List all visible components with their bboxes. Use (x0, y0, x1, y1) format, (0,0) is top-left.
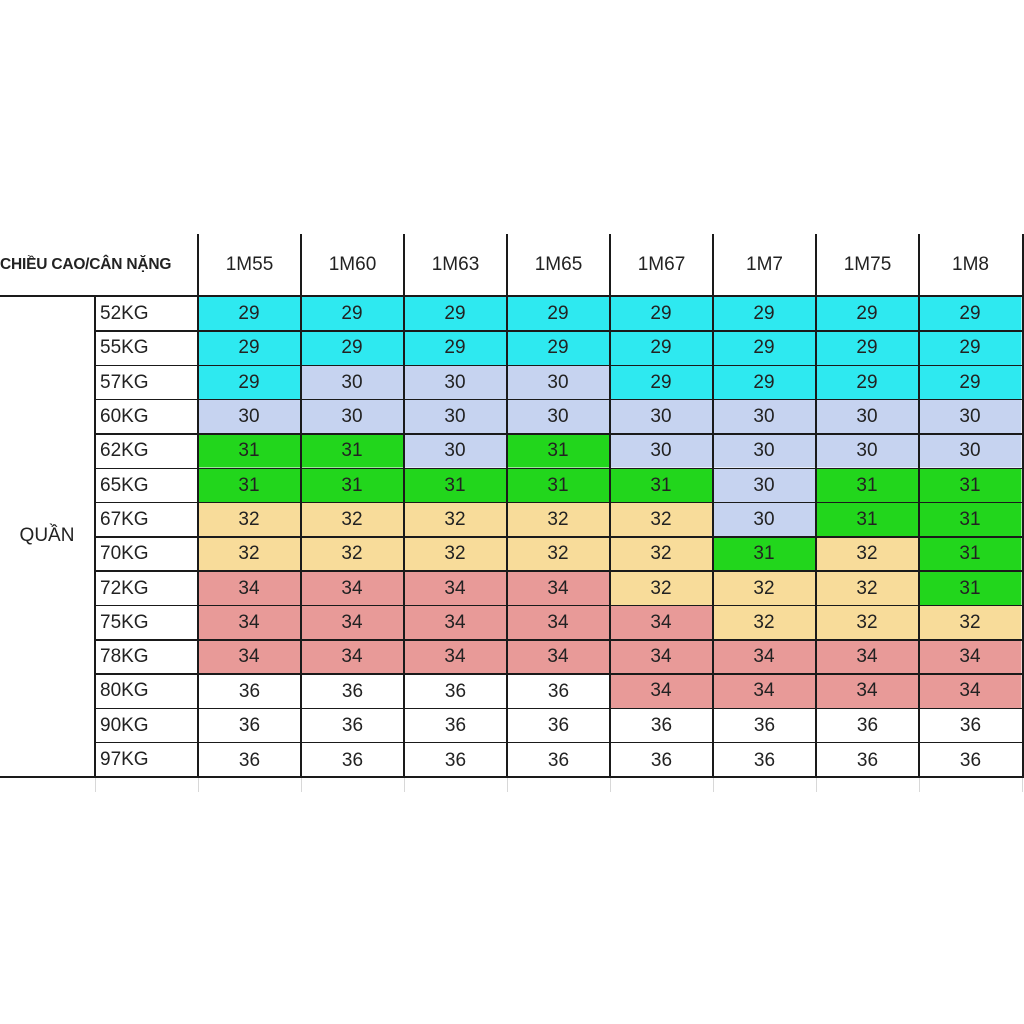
size-cell: 36 (816, 743, 919, 777)
gridline-stub (713, 778, 714, 792)
size-cell: 30 (713, 434, 816, 468)
grid-line (197, 234, 199, 777)
size-cell: 36 (816, 709, 919, 743)
size-cell: 29 (198, 331, 301, 365)
grid-line (95, 468, 1024, 470)
size-cell: 32 (919, 606, 1022, 640)
size-cell: 29 (919, 331, 1022, 365)
size-cell: 29 (301, 297, 404, 331)
size-cell: 36 (404, 709, 507, 743)
weight-label: 80KG (100, 680, 149, 702)
size-cell: 31 (198, 434, 301, 468)
weight-label: 90KG (100, 714, 149, 736)
grid-line (95, 502, 1024, 504)
size-cell: 36 (713, 709, 816, 743)
size-cell: 29 (198, 366, 301, 400)
grid-line (95, 330, 1024, 332)
grid-line (712, 234, 714, 777)
weight-label: 60KG (100, 406, 149, 428)
weight-label: 57KG (100, 371, 149, 393)
size-cell: 32 (301, 537, 404, 571)
size-cell: 36 (919, 743, 1022, 777)
size-cell: 31 (816, 503, 919, 537)
size-cell: 36 (198, 709, 301, 743)
size-cell: 30 (507, 366, 610, 400)
weight-label: 72KG (100, 577, 149, 599)
grid-line (0, 776, 1024, 778)
grid-line (95, 365, 1024, 367)
size-cell: 30 (404, 434, 507, 468)
size-cell: 30 (919, 400, 1022, 434)
size-cell: 36 (301, 709, 404, 743)
size-cell: 29 (507, 331, 610, 365)
height-header: 1M55 (225, 254, 274, 275)
size-cell: 32 (610, 503, 713, 537)
size-cell: 34 (404, 640, 507, 674)
size-cell: 31 (919, 469, 1022, 503)
height-header: 1M63 (431, 254, 480, 275)
size-cell: 34 (301, 640, 404, 674)
grid-line (95, 605, 1024, 607)
size-cell: 36 (404, 674, 507, 708)
size-cell: 29 (919, 366, 1022, 400)
corner-header: CHIỀU CAO/CÂN NẶNG (0, 256, 172, 273)
size-cell: 29 (404, 331, 507, 365)
weight-label: 75KG (100, 611, 149, 633)
size-cell: 32 (816, 537, 919, 571)
group-label: QUẦN (19, 525, 75, 546)
size-cell: 32 (507, 537, 610, 571)
gridline-stub (404, 778, 405, 792)
grid-line (0, 295, 1024, 297)
size-cell: 34 (198, 640, 301, 674)
size-cell: 36 (713, 743, 816, 777)
size-cell: 34 (507, 606, 610, 640)
size-cell: 34 (404, 606, 507, 640)
size-cell: 32 (816, 606, 919, 640)
size-cell: 36 (507, 709, 610, 743)
size-cell: 34 (713, 674, 816, 708)
size-cell: 30 (713, 469, 816, 503)
size-cell: 34 (301, 571, 404, 605)
size-cell: 30 (301, 366, 404, 400)
size-cell: 36 (919, 709, 1022, 743)
size-cell: 29 (713, 366, 816, 400)
gridline-stub (1022, 778, 1023, 792)
size-cell: 32 (404, 503, 507, 537)
size-cell: 29 (816, 366, 919, 400)
size-cell: 29 (816, 297, 919, 331)
size-cell: 29 (713, 297, 816, 331)
size-cell: 36 (610, 743, 713, 777)
size-cell: 32 (198, 537, 301, 571)
size-cell: 34 (507, 640, 610, 674)
size-cell: 36 (610, 709, 713, 743)
height-header: 1M67 (637, 254, 686, 275)
size-cell: 34 (507, 571, 610, 605)
size-cell: 32 (198, 503, 301, 537)
size-cell: 31 (816, 469, 919, 503)
grid-line (403, 234, 405, 777)
size-cell: 32 (713, 571, 816, 605)
grid-line (609, 234, 611, 777)
size-cell: 34 (919, 640, 1022, 674)
size-cell: 30 (816, 434, 919, 468)
grid-line (95, 536, 1024, 538)
grid-line (918, 234, 920, 777)
size-cell: 30 (610, 434, 713, 468)
size-cell: 34 (713, 640, 816, 674)
size-cell: 31 (404, 469, 507, 503)
height-header: 1M65 (534, 254, 583, 275)
size-cell: 31 (919, 503, 1022, 537)
size-cell: 34 (816, 640, 919, 674)
gridline-stub (610, 778, 611, 792)
weight-label: 62KG (100, 440, 149, 462)
size-cell: 29 (198, 297, 301, 331)
size-cell: 36 (404, 743, 507, 777)
height-header: 1M8 (952, 254, 989, 275)
grid-line (300, 234, 302, 777)
size-cell: 34 (816, 674, 919, 708)
size-cell: 36 (301, 674, 404, 708)
height-header: 1M75 (843, 254, 892, 275)
size-cell: 34 (919, 674, 1022, 708)
size-cell: 32 (404, 537, 507, 571)
size-cell: 30 (404, 400, 507, 434)
size-cell: 30 (713, 400, 816, 434)
size-cell: 36 (198, 674, 301, 708)
size-cell: 36 (198, 743, 301, 777)
size-cell: 29 (404, 297, 507, 331)
grid-line (95, 673, 1024, 675)
size-cell: 30 (610, 400, 713, 434)
size-cell: 32 (610, 571, 713, 605)
grid-line (95, 570, 1024, 572)
size-cell: 31 (507, 469, 610, 503)
size-cell: 34 (610, 606, 713, 640)
size-cell: 32 (610, 537, 713, 571)
size-cell: 34 (198, 606, 301, 640)
size-cell: 36 (301, 743, 404, 777)
grid-line (95, 708, 1024, 710)
weight-label: 65KG (100, 474, 149, 496)
size-cell: 31 (713, 537, 816, 571)
grid-line (95, 399, 1024, 401)
size-cell: 30 (713, 503, 816, 537)
size-cell: 31 (919, 571, 1022, 605)
size-cell: 31 (301, 434, 404, 468)
size-cell: 36 (507, 743, 610, 777)
weight-label: 52KG (100, 303, 149, 325)
size-cell: 29 (816, 331, 919, 365)
weight-label: 67KG (100, 508, 149, 530)
size-cell: 32 (713, 606, 816, 640)
size-cell: 32 (507, 503, 610, 537)
gridline-stub (95, 778, 96, 792)
size-cell: 31 (301, 469, 404, 503)
grid-line (95, 433, 1024, 435)
grid-line (815, 234, 817, 777)
size-cell: 29 (610, 297, 713, 331)
size-cell: 31 (610, 469, 713, 503)
size-cell: 30 (404, 366, 507, 400)
height-header: 1M60 (328, 254, 377, 275)
size-cell: 31 (919, 537, 1022, 571)
size-cell: 30 (507, 400, 610, 434)
size-cell: 34 (404, 571, 507, 605)
size-cell: 34 (301, 606, 404, 640)
grid-line (95, 742, 1024, 744)
size-cell: 31 (507, 434, 610, 468)
grid-line (506, 234, 508, 777)
size-cell: 30 (198, 400, 301, 434)
gridline-stub (198, 778, 199, 792)
size-cell: 32 (816, 571, 919, 605)
grid-line (95, 639, 1024, 641)
size-cell: 30 (816, 400, 919, 434)
gridline-stub (507, 778, 508, 792)
size-cell: 29 (713, 331, 816, 365)
gridline-stub (816, 778, 817, 792)
size-cell: 36 (507, 674, 610, 708)
size-cell: 29 (610, 366, 713, 400)
size-cell: 29 (610, 331, 713, 365)
size-cell: 34 (610, 640, 713, 674)
size-cell: 31 (198, 469, 301, 503)
height-header: 1M7 (746, 254, 783, 275)
size-cell: 29 (301, 331, 404, 365)
size-cell: 34 (198, 571, 301, 605)
size-cell: 34 (610, 674, 713, 708)
size-cell: 30 (301, 400, 404, 434)
size-cell: 32 (301, 503, 404, 537)
weight-label: 97KG (100, 749, 149, 771)
gridline-stub (919, 778, 920, 792)
weight-label: 55KG (100, 337, 149, 359)
weight-label: 70KG (100, 543, 149, 565)
size-cell: 30 (919, 434, 1022, 468)
size-cell: 29 (919, 297, 1022, 331)
size-cell: 29 (507, 297, 610, 331)
weight-label: 78KG (100, 646, 149, 668)
gridline-stub (301, 778, 302, 792)
